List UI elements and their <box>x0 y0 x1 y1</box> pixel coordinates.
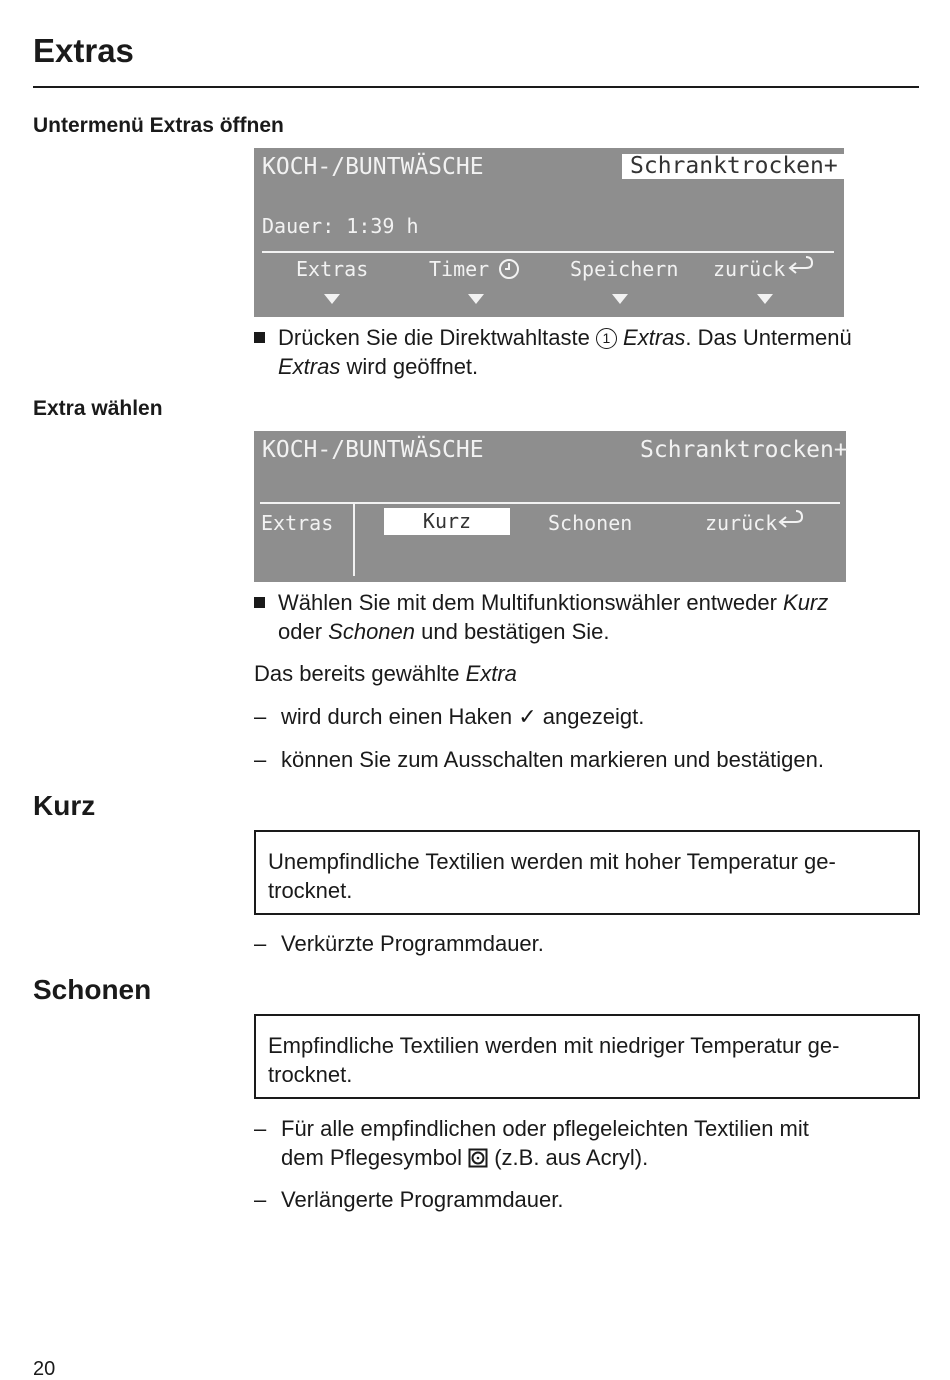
note-box-kurz <box>254 830 920 915</box>
softkey-label-zurueck: zurück <box>713 257 786 281</box>
section-heading-schonen: Schonen <box>33 974 152 1005</box>
section-heading-choose-extra: Extra wählen <box>33 397 163 420</box>
display-main-menu <box>254 148 844 317</box>
page-number: 20 <box>33 1358 56 1380</box>
bullet-marker <box>254 597 265 608</box>
softkey-marker-4 <box>757 294 773 304</box>
softkey-label-extras: Extras <box>296 257 369 281</box>
dash-item-delicate-textiles: Für alle empfindlichen oder pflegeleichten Textilien mit dem Pflegesymbol (z.B. aus Acryl). <box>281 1116 809 1170</box>
softkey-label-speichern: Speichern <box>570 257 679 281</box>
clock-icon <box>498 258 520 280</box>
display-program: KOCH-/BUNTWÄSCHE <box>262 154 484 180</box>
dash-marker: – <box>254 1187 267 1212</box>
display-option-highlight: Schranktrocken+ <box>622 154 846 179</box>
return-arrow-icon <box>776 508 804 532</box>
dash-marker: – <box>254 1116 267 1141</box>
dash-item-shorter-duration: Verkürzte Programmdauer. <box>281 931 544 956</box>
menu-item-kurz-selected: Kurz <box>384 508 510 535</box>
menu-label-extras: Extras <box>261 511 334 535</box>
dash-marker: – <box>254 747 267 772</box>
softkey-marker-3 <box>612 294 628 304</box>
instruction-choose-extra: Wählen Sie mit dem Multifunktionswähler entweder Kurz oder Schonen und bestätigen Sie. <box>278 590 829 644</box>
care-symbol-icon <box>468 1148 488 1168</box>
title-rule <box>33 86 919 88</box>
display-divider <box>262 251 834 253</box>
display-duration: Dauer: 1:39 h <box>262 214 419 238</box>
bullet-marker <box>254 332 265 343</box>
display-extras-menu <box>254 431 846 582</box>
menu-item-zurueck: zurück <box>705 511 778 535</box>
softkey-marker-1 <box>324 294 340 304</box>
return-arrow-icon <box>786 254 814 278</box>
dash-item-longer-duration: Verlängerte Programmdauer. <box>281 1187 564 1212</box>
softkey-label-timer: Timer <box>429 257 490 281</box>
note-text-kurz: Unempfindliche Textilien werden mit hoher Temperatur ge- trocknet. <box>268 849 836 903</box>
note-box-schonen <box>254 1014 920 1099</box>
menu-item-schonen: Schonen <box>548 511 633 535</box>
instruction-open-extras: Drücken Sie die Direktwahltaste 1 Extras. Das Untermenü Extras wird geöffnet. <box>278 325 852 379</box>
key-number-icon: 1 <box>596 328 617 349</box>
dash-marker: – <box>254 931 267 956</box>
section-heading-kurz: Kurz <box>33 790 96 821</box>
extra-intro-text: Das bereits gewählte Extra <box>254 661 517 686</box>
dash-item-checkmark: wird durch einen Haken ✓ angezeigt. <box>281 704 645 729</box>
display-program: KOCH-/BUNTWÄSCHE <box>262 437 484 463</box>
note-text-schonen: Empfindliche Textilien werden mit niedriger Temperatur ge- trocknet. <box>268 1033 840 1087</box>
dash-marker: – <box>254 704 267 729</box>
display-divider <box>260 502 840 504</box>
display-option: Schranktrocken+ <box>640 437 848 463</box>
section-heading-open-extras: Untermenü Extras öffnen <box>33 114 284 137</box>
checkmark-icon: ✓ <box>518 704 537 729</box>
page-title: Extras <box>33 32 134 69</box>
softkey-marker-2 <box>468 294 484 304</box>
display-vertical-divider <box>353 504 355 576</box>
dash-item-toggle-off: können Sie zum Ausschalten markieren und bestätigen. <box>281 747 824 772</box>
